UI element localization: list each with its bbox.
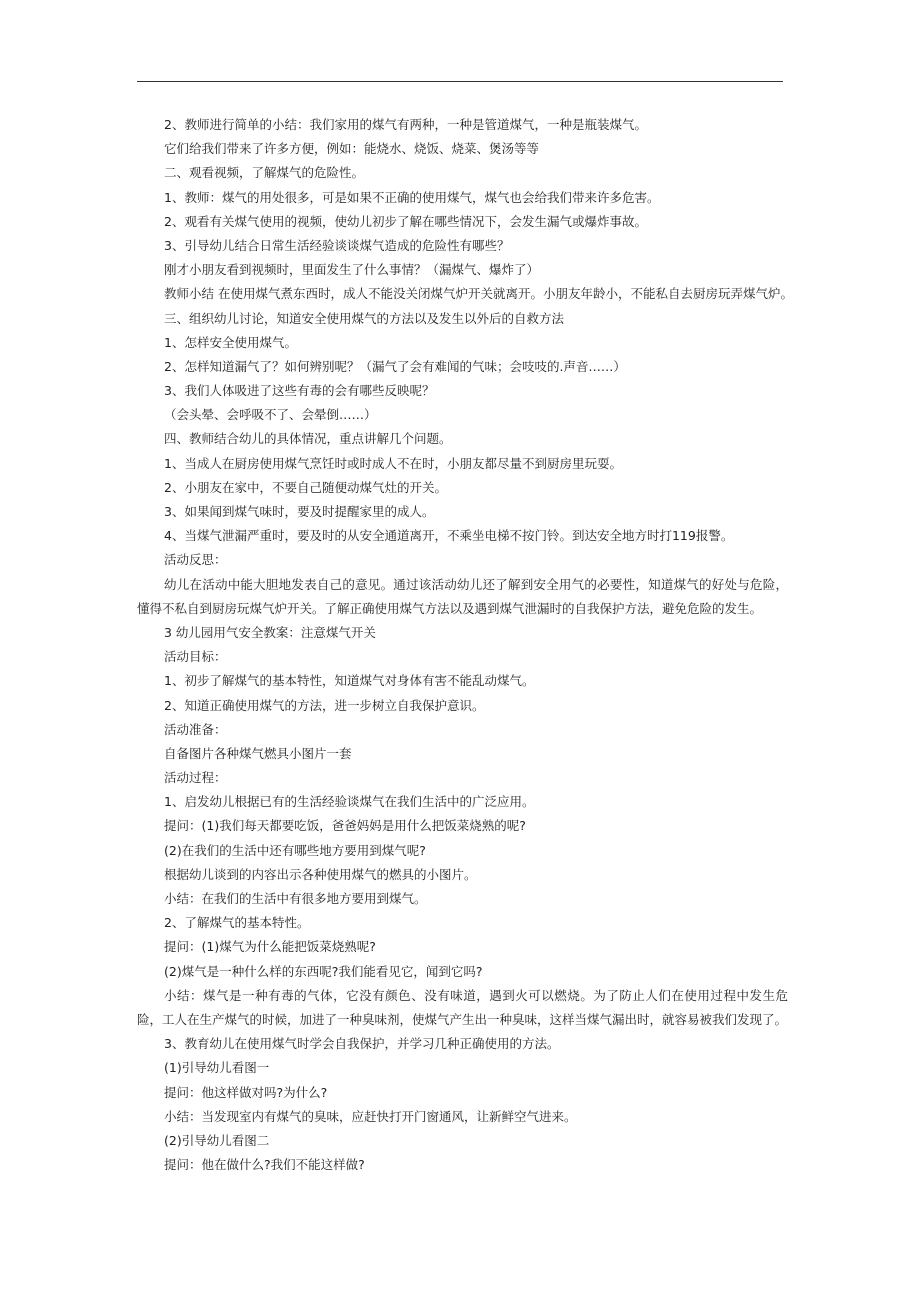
- text-line: 小结：在我们的生活中有很多地方要用到煤气。: [164, 891, 427, 907]
- paragraph: 小结：煤气是一种有毒的气体，它没有颜色、没有味道，遇到火可以燃烧。为了防止人们在使用过程中发生危险，工人在生产煤气的时候，加进了一种臭味剂，使煤气产生出一种臭味，这样当煤气漏出时，就容易被我们发现了。: [137, 987, 788, 1027]
- text-line: 根据幼儿谈到的内容出示各种使用煤气的燃具的小图片。: [164, 866, 477, 882]
- text-line: 提问：(1)我们每天都要吃饭，爸爸妈妈是用什么把饭菜烧熟的呢?: [164, 818, 526, 834]
- text-line: 3、引导幼儿结合日常生活经验谈谈煤气造成的危险性有哪些？: [164, 237, 510, 253]
- section-heading: 三、组织幼儿讨论，知道安全使用煤气的方法以及发生以外后的自救方法: [164, 310, 565, 326]
- text-line: 3、如果闻到煤气味时，要及时提醒家里的成人。: [164, 504, 435, 519]
- text-line: 2、知道正确使用煤气的方法，进一步树立自我保护意识。: [164, 697, 485, 713]
- section-heading: 活动目标：: [164, 649, 227, 665]
- text-line: (1)引导幼儿看图一: [164, 1060, 270, 1076]
- section-heading: 活动反思：: [164, 552, 227, 568]
- text-line: 2、小朋友在家中，不要自己随便动煤气灶的开关。: [164, 479, 447, 495]
- section-heading: 活动准备：: [164, 721, 227, 737]
- text-line: 提问：他这样做对吗?为什么?: [164, 1084, 328, 1100]
- text-line: 1、初步了解煤气的基本特性，知道煤气对身体有害不能乱动煤气。: [164, 673, 535, 689]
- text-line: 4、当煤气泄漏严重时，要及时的从安全通道离开，不乘坐电梯不按门铃。到达安全地方时打119报警。: [164, 528, 734, 544]
- section-heading: 活动过程：: [164, 770, 227, 786]
- text-line: 它们给我们带来了许多方便，例如：能烧水、烧饭、烧菜、煲汤等等: [164, 141, 540, 157]
- text-line: 3、我们人体吸进了这些有毒的会有哪些反映呢？: [164, 383, 435, 399]
- text-line: 教师小结 在使用煤气煮东西时，成人不能没关闭煤气炉开关就离开。小朋友年龄小，不能私自去厨房玩弄煤气炉。: [164, 286, 793, 302]
- section-heading: 四、教师结合幼儿的具体情况，重点讲解几个问题。: [164, 431, 452, 447]
- text-line: （会头晕、会呼吸不了、会晕倒……）: [164, 407, 377, 423]
- text-line: (2)煤气是一种什么样的东西呢?我们能看见它，闻到它吗?: [164, 963, 483, 979]
- paragraph: 幼儿在活动中能大胆地发表自己的意见。通过该活动幼儿还了解到安全用气的必要性，知道煤气的好处与危险，懂得不私自到厨房玩煤气炉开关。了解正确使用煤气方法以及遇到煤气泄漏时的自我保护方法，避免危险的发生。: [137, 576, 788, 616]
- text-line: (2)在我们的生活中还有哪些地方要用到煤气呢?: [164, 842, 426, 858]
- text-line: 1、当成人在厨房使用煤气烹饪时或时成人不在时，小朋友都尽量不到厨房里玩耍。: [164, 455, 622, 471]
- text-line: 1、教师：煤气的用处很多，可是如果不正确的使用煤气，煤气也会给我们带来许多危害。: [164, 189, 660, 205]
- section-heading: 3 幼儿园用气安全教案：注意煤气开关: [164, 624, 376, 640]
- text-line: 刚才小朋友看到视频时，里面发生了什么事情？（漏煤气、爆炸了）: [164, 262, 540, 278]
- text-line: (2)引导幼儿看图二: [164, 1132, 270, 1148]
- text-line: 3、教育幼儿在使用煤气时学会自我保护，并学习几种正确使用的方法。: [164, 1036, 560, 1052]
- document-body: [137, 113, 793, 1177]
- text-line: 2、观看有关煤气使用的视频，使幼儿初步了解在哪些情况下，会发生漏气或爆炸事故。: [164, 213, 647, 229]
- header-rule: [137, 81, 783, 82]
- text-line: 2、了解煤气的基本特性。: [164, 915, 310, 931]
- text-line: 提问：他在做什么?我们不能这样做?: [164, 1157, 365, 1173]
- text-line: 1、启发幼儿根据已有的生活经验谈煤气在我们生活中的广泛应用。: [164, 794, 535, 810]
- text-line: 小结：当发现室内有煤气的臭味，应赶快打开门窗通风，让新鲜空气进来。: [164, 1108, 577, 1124]
- text-line: 1、怎样安全使用煤气。: [164, 334, 297, 350]
- text-line: 2、怎样知道漏气了？如何辨别呢？（漏气了会有难闻的气味；会吱吱的.声音……）: [164, 358, 626, 374]
- text-line: 提问：(1)煤气为什么能把饭菜烧熟呢?: [164, 939, 376, 955]
- section-heading: 二、观看视频，了解煤气的危险性。: [164, 165, 365, 181]
- text-line: 2、教师进行简单的小结：我们家用的煤气有两种，一种是管道煤气，一种是瓶装煤气。: [164, 117, 647, 132]
- text-line: 自备图片各种煤气燃具小图片一套: [164, 745, 352, 761]
